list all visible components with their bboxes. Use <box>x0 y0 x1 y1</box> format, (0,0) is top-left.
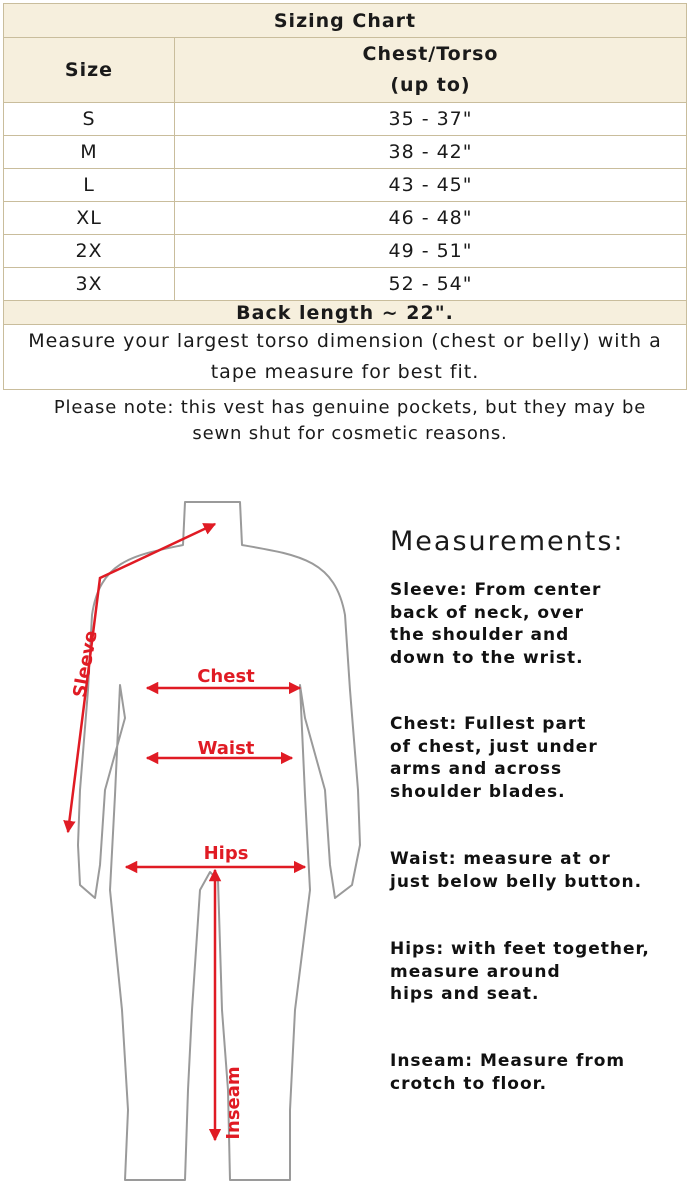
size-cell: XL <box>4 202 175 235</box>
sleeve-description: Sleeve: From center back of neck, over the shoulder and down to the wrist. <box>390 580 602 668</box>
inseam-label: Inseam <box>223 1066 244 1140</box>
chest-header-line1: Chest/Torso <box>362 43 499 65</box>
chest-cell: 38 - 42" <box>175 136 687 169</box>
measurements-title: Measurements: <box>390 526 625 557</box>
chest-cell: 35 - 37" <box>175 103 687 136</box>
note-line1: Please note: this vest has genuine pockets, but they may be <box>53 397 647 418</box>
chest-header-line2: (up to) <box>390 74 471 96</box>
waist-label: Waist <box>197 738 255 759</box>
table-row <box>4 136 687 169</box>
size-column-header: Size <box>4 38 175 103</box>
body-measurement-figure <box>0 490 380 1185</box>
table-row <box>4 202 687 235</box>
size-cell: 3X <box>4 268 175 301</box>
size-cell: L <box>4 169 175 202</box>
hips-label: Hips <box>203 843 249 864</box>
waist-description: Waist: measure at or just below belly button. <box>390 849 643 892</box>
chest-cell: 49 - 51" <box>175 235 687 268</box>
table-title: Sizing Chart <box>4 4 687 38</box>
size-cell: M <box>4 136 175 169</box>
note-line2: sewn shut for cosmetic reasons. <box>192 423 508 444</box>
chest-cell: 46 - 48" <box>175 202 687 235</box>
measure-line2: tape measure for best fit. <box>210 361 480 383</box>
inseam-description: Inseam: Measure from crotch to floor. <box>390 1051 626 1094</box>
table-row <box>4 169 687 202</box>
table-row <box>4 103 687 136</box>
sizing-chart-table <box>3 3 687 390</box>
table-row <box>4 235 687 268</box>
measure-line1: Measure your largest torso dimension (chest or belly) with a <box>28 330 662 352</box>
body-outline <box>78 502 360 1180</box>
table-row <box>4 268 687 301</box>
hips-description: Hips: with feet together, measure around hips and seat. <box>390 939 650 1004</box>
chest-label: Chest <box>197 666 255 687</box>
size-cell: 2X <box>4 235 175 268</box>
chest-description: Chest: Fullest part of chest, just under arms and across shoulder blades. <box>390 714 598 802</box>
chest-column-header <box>175 38 687 103</box>
size-cell: S <box>4 103 175 136</box>
measure-instructions <box>4 325 687 390</box>
chest-cell: 52 - 54" <box>175 268 687 301</box>
back-length: Back length ~ 22". <box>4 301 687 325</box>
sleeve-label: Sleeve <box>69 628 102 700</box>
pocket-note <box>20 395 680 447</box>
chest-cell: 43 - 45" <box>175 169 687 202</box>
